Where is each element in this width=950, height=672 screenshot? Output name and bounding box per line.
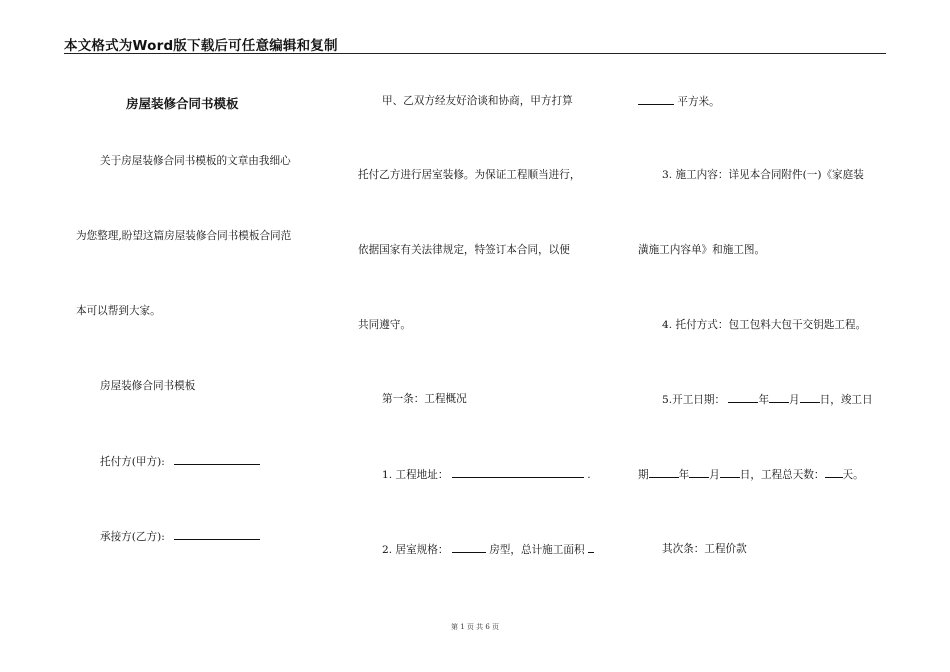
article-1-heading: 第一条：工程概况 — [382, 393, 467, 405]
start-day-blank — [800, 392, 820, 403]
item-3-line-2: 潢施工内容单》和施工图。 — [638, 244, 766, 256]
subtitle: 房屋装修合同书模板 — [100, 380, 196, 392]
preamble-line-4: 共同遵守。 — [358, 319, 411, 331]
room-type-blank — [452, 542, 486, 553]
party-a-label: 托付方(甲方): — [100, 456, 165, 468]
item-5-row — [662, 392, 873, 407]
area-blank — [638, 94, 674, 105]
item-1-end: . — [587, 469, 591, 481]
item-5-label: 5.开工日期： — [662, 394, 726, 406]
intro-line-1: 关于房屋装修合同书模板的文章由我细心 — [100, 155, 291, 167]
completion-row — [638, 467, 864, 482]
area-blank-start — [588, 542, 594, 553]
area-unit: 平方米。 — [677, 96, 720, 108]
end-month-text: 月 — [709, 469, 720, 481]
party-b-blank — [174, 529, 260, 540]
party-a-blank — [174, 454, 260, 465]
intro-line-3: 本可以帮到大家。 — [76, 305, 161, 317]
download-banner: 本文格式为Word版下载后可任意编辑和复制 — [64, 38, 338, 54]
preamble-line-3: 依据国家有关法律规定，特签订本合同，以便 — [358, 244, 570, 256]
party-b-label: 承接方(乙方): — [100, 531, 165, 543]
start-day-text: 日，竣工日 — [819, 394, 873, 406]
total-days-blank — [825, 467, 843, 478]
end-year-blank — [649, 467, 679, 478]
preamble-line-1: 甲、乙双方经友好洽谈和协商，甲方打算 — [382, 95, 573, 107]
item-3-line-1: 3. 施工内容：详见本合同附件(一)《家庭装 — [662, 169, 864, 181]
party-a-row — [100, 454, 260, 469]
item-2-row — [382, 542, 594, 557]
item-1-row — [382, 467, 591, 482]
address-blank — [452, 467, 584, 478]
start-year-text: 年 — [758, 394, 770, 406]
end-month-blank — [689, 467, 709, 478]
item-2-label: 2. 居室规格： — [382, 544, 449, 556]
page-footer: 第 1 页 共 6 页 — [450, 623, 500, 631]
days-suffix: 天。 — [842, 469, 864, 481]
document-title: 房屋装修合同书模板 — [126, 96, 239, 111]
period-prefix: 期 — [638, 469, 649, 481]
preamble-line-2: 托付乙方进行居室装修。为保证工程顺当进行， — [358, 169, 581, 181]
start-year-blank — [728, 392, 758, 403]
intro-line-2: 为您整理,盼望这篇房屋装修合同书模板合同范 — [76, 230, 292, 242]
period-day-text: 日，工程总天数： — [739, 469, 825, 481]
start-month-text: 月 — [789, 394, 800, 406]
end-year-text: 年 — [678, 469, 690, 481]
item-4: 4. 托付方式：包工包料大包干交钥匙工程。 — [662, 319, 867, 331]
header-rule — [64, 53, 886, 54]
end-day-blank — [720, 467, 740, 478]
article-2-heading: 其次条：工程价款 — [662, 543, 747, 555]
item-1-label: 1. 工程地址： — [382, 469, 449, 481]
item-2-mid: 房型，总计施工面积 — [489, 544, 585, 556]
start-month-blank — [769, 392, 789, 403]
area-row — [638, 94, 720, 109]
party-b-row — [100, 529, 260, 544]
